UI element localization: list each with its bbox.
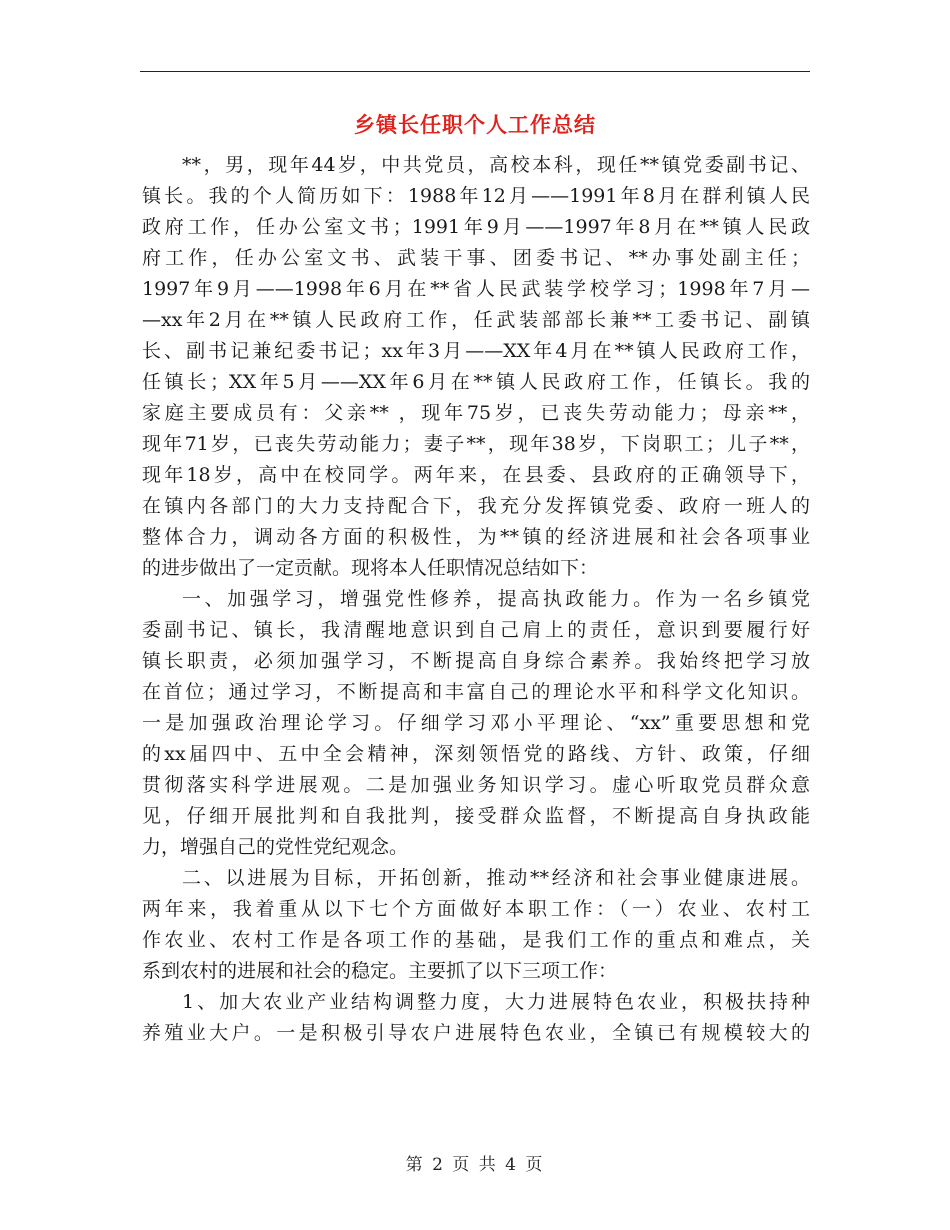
body-line: 委副书记、镇长，我清醒地意识到自己肩上的责任，意识到要履行好: [142, 619, 810, 641]
body-line: 作农业、农村工作是各项工作的基础，是我们工作的重点和难点，关: [142, 929, 810, 951]
body-line: 1、加大农业产业结构调整力度，大力进展特色农业，积极扶持种: [182, 991, 810, 1013]
body-line: 在首位；通过学习，不断提高和丰富自己的理论水平和科学文化知识。: [142, 681, 810, 703]
document-body: [142, 150, 810, 1049]
body-line: 养殖业大户。一是积极引导农户进展特色农业，全镇已有规模较大的: [142, 1022, 810, 1044]
body-line: 两年来，我着重从以下七个方面做好本职工作：（一）农业、农村工: [142, 898, 810, 920]
body-line: 的进步做出了一定贡献。现将本人任职情况总结如下：: [142, 557, 599, 579]
body-line: 二、以进展为目标，开拓创新，推动**经济和社会事业健康进展。: [182, 867, 810, 889]
body-line: 现年18岁，高中在校同学。两年来，在县委、县政府的正确领导下，: [142, 464, 810, 486]
body-line: 见，仔细开展批判和自我批判，接受群众监督，不断提高自身执政能: [142, 805, 810, 827]
body-line: 府工作，任办公室文书、武装干事、团委书记、**办事处副主任；: [142, 247, 810, 269]
body-line: 系到农村的进展和社会的稳定。主要抓了以下三项工作：: [142, 960, 618, 982]
body-line: 现年71岁，已丧失劳动能力；妻子**，现年38岁，下岗职工；儿子**，: [142, 433, 810, 455]
body-line: 政府工作，任办公室文书；1991年9月——1997年8月在**镇人民政: [142, 216, 810, 238]
body-line: 的xx届四中、五中全会精神，深刻领悟党的路线、方针、政策，仔细: [142, 743, 810, 765]
body-line: —xx年2月在**镇人民政府工作，任武装部部长兼**工委书记、副镇: [142, 309, 810, 331]
body-line: 镇长职责，必须加强学习，不断提高自身综合素养。我始终把学习放: [142, 650, 810, 672]
body-line: 整体合力，调动各方面的积极性，为**镇的经济进展和社会各项事业: [142, 526, 810, 548]
body-line: 1997年9月——1998年6月在**省人民武装学校学习；1998年7月—: [142, 278, 810, 300]
body-line: 在镇内各部门的大力支持配合下，我充分发挥镇党委、政府一班人的: [142, 495, 810, 517]
header-rule: [140, 71, 810, 72]
body-line: 长、副书记兼纪委书记；xx年3月——XX年4月在**镇人民政府工作，: [142, 340, 810, 362]
page-number-footer: 第 2 页 共 4 页: [405, 1155, 545, 1175]
body-line: 一是加强政治理论学习。仔细学习邓小平理论、“xx”重要思想和党: [142, 712, 810, 734]
body-line: 镇长。我的个人简历如下：1988年12月——1991年8月在群利镇人民: [142, 185, 810, 207]
body-line: 家庭主要成员有：父亲** ，现年75岁，已丧失劳动能力；母亲**，: [142, 402, 810, 424]
body-line: **，男，现年44岁，中共党员，高校本科，现任**镇党委副书记、: [182, 154, 810, 176]
body-line: 任镇长；XX年5月——XX年6月在**镇人民政府工作，任镇长。我的: [142, 371, 810, 393]
body-line: 贯彻落实科学进展观。二是加强业务知识学习。虚心听取党员群众意: [142, 774, 810, 796]
document-title: 乡镇长任职个人工作总结: [354, 113, 596, 137]
body-line: 一、加强学习，增强党性修养，提高执政能力。作为一名乡镇党: [182, 588, 810, 610]
body-line: 力，增强自己的党性党纪观念。: [142, 836, 409, 858]
